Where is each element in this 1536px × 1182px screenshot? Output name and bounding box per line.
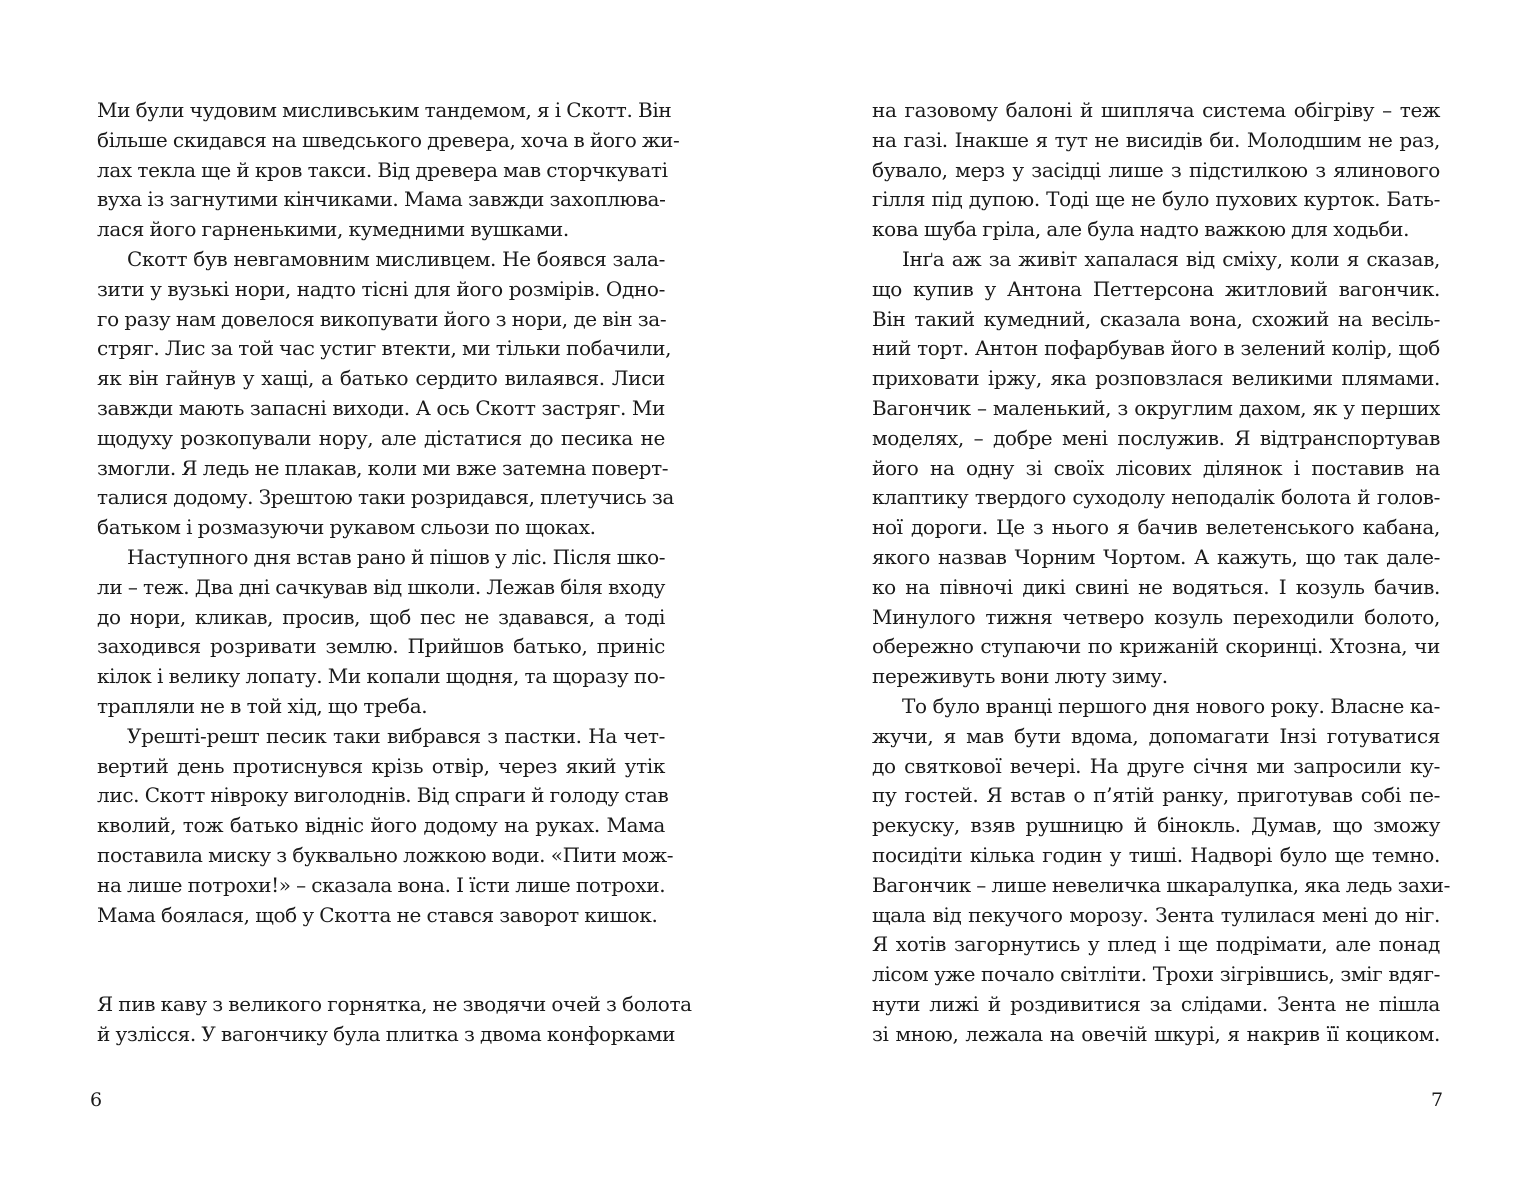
text-line: щодуху розкопували нору, але дістатися до песика не	[97, 425, 665, 450]
page-number-left: 6	[90, 1089, 103, 1111]
text-line: рекуску, взяв рушницю й бінокль. Думав, що зможу	[872, 813, 1440, 838]
text-line: до нори, кликав, просив, щоб пес не здавався, а тоді	[97, 604, 665, 629]
text-line: його на одну зі своїх лісових ділянок і поставив на	[872, 455, 1440, 480]
text-line: вуха із загнутими кінчиками. Мама завжди захоплюва-	[97, 187, 666, 212]
text-line: обережно ступаючи по крижаній скоринці. Хтозна, чи	[872, 634, 1440, 659]
left-page-body	[97, 96, 692, 1050]
text-line: кволий, тож батько відніс його додому на руках. Мама	[97, 813, 665, 838]
text-line: трапляли не в той хід, що треба.	[97, 693, 428, 718]
text-line: клаптику твердого суходолу неподалік болота й голов-	[872, 485, 1440, 510]
text-line: моделях, – добре мені послужив. Я відтранспортував	[872, 425, 1440, 450]
text-line: Я хотів загорнутись у плед і ще подрімати, але понад	[872, 932, 1440, 957]
text-line: ної дороги. Це з нього я бачив велетенського кабана,	[872, 515, 1440, 540]
text-line: Я пив каву з великого горнятка, не зводячи очей з болота	[97, 991, 692, 1016]
text-line: Вагончик – маленький, з округлим дахом, як у перших	[872, 395, 1440, 420]
text-line: й узлісся. У вагончику була плитка з двома конфорками	[97, 1021, 676, 1046]
text-line: лісом уже почало світліти. Трохи зігрівшись, зміг вдяг-	[872, 962, 1440, 987]
text-line: ко на півночі дикі свині не водяться. І козуль бачив.	[872, 574, 1440, 599]
text-line: зі мною, лежала на овечій шкурі, я накрив її коциком.	[872, 1021, 1440, 1046]
text-line: до святкової вечері. На друге січня ми запросили ку-	[872, 753, 1440, 778]
text-line: ний торт. Антон пофарбував його в зелений колір, щоб	[872, 336, 1440, 361]
text-line: Ми були чудовим мисливським тандемом, я і Скотт. Він	[97, 98, 672, 122]
text-line: батьком і розмазуючи рукавом сльози по щоках.	[97, 515, 596, 540]
text-line: кілок і велику лопату. Ми копали щодня, та щоразу по-	[97, 664, 665, 689]
text-line: талися додому. Зрештою таки розридався, плетучись за	[97, 485, 674, 510]
text-line: го разу нам довелося викопувати його з нори, де він за-	[97, 306, 667, 331]
text-line: на лише потрохи!» – сказала вона. І їсти лише потрохи.	[97, 872, 666, 897]
text-line: лах текла ще й кров такси. Від древера мав сторчкуваті	[97, 157, 668, 182]
text-line: нути лижі й роздивитися за слідами. Зента не пішла	[872, 991, 1440, 1016]
text-line: на газовому балоні й шиплячa система обігріву – теж	[872, 98, 1440, 122]
text-line: Скотт був невгамовним мисливцем. Не боявся зала-	[127, 246, 665, 271]
text-line: Мама боялася, щоб у Скотта не стався заворот кишок.	[97, 902, 658, 927]
right-page-body	[872, 96, 1451, 1050]
text-line: кова шуба гріла, але була надто важкою для ходьби.	[872, 217, 1410, 242]
text-line: гілля під дупою. Тоді ще не було пухових курток. Бать-	[872, 187, 1440, 212]
text-line: якого назвав Чорним Чортом. А кажуть, що так дале-	[872, 544, 1440, 569]
text-line: вертий день протиснувся крізь отвір, через який утік	[97, 753, 665, 778]
text-line: як він гайнув у хащі, а батько сердито вилаявся. Лиси	[97, 366, 665, 391]
text-line: ли – теж. Два дні сачкував від школи. Лежав біля входу	[97, 574, 665, 599]
text-line: бувало, мерз у засідці лише з підстилкою з ялинового	[872, 157, 1440, 182]
page-number-right: 7	[1431, 1089, 1444, 1111]
text-line: То було вранці першого дня нового року. Власне ка-	[902, 693, 1440, 718]
text-line: що купив у Антона Петтерсона житловий вагончик.	[872, 276, 1440, 301]
text-line: стряг. Лис за той час устиг втекти, ми тільки побачили,	[97, 336, 672, 361]
text-line: лис. Скотт нівроку виголоднів. Від спраги й голоду став	[97, 783, 669, 808]
text-line: заходився розривати землю. Прийшов батько, приніс	[97, 634, 665, 659]
text-line: Наступного дня встав рано й пішов у ліс. Після шко-	[127, 544, 666, 569]
text-line: на газі. Інакше я тут не висидів би. Молодшим не раз,	[872, 127, 1440, 152]
text-line: жучи, я мав бути вдома, допомагати Інзі готуватися	[872, 723, 1440, 748]
text-line: Минулого тижня четверо козуль переходили болото,	[872, 604, 1440, 629]
text-line: Інґа аж за живіт хапалася від сміху, коли я сказав,	[902, 246, 1440, 271]
text-line: посидіти кілька годин у тиші. Надворі було ще темно.	[872, 842, 1440, 867]
text-line: Урешті-решт песик таки вибрався з пастки. На чет-	[127, 723, 665, 748]
text-line: переживуть вони люту зиму.	[872, 664, 1168, 689]
text-line: зити у вузькі нори, надто тісні для його розмірів. Одно-	[97, 276, 665, 301]
text-line: поставила миску з буквально ложкою води. «Пити мож-	[97, 842, 674, 867]
text-line: приховати іржу, яка розповзлася великими плямами.	[872, 366, 1440, 391]
text-line: пу гостей. Я встав о п’ятій ранку, приготував собі пе-	[872, 783, 1440, 808]
section-break	[97, 930, 665, 990]
text-line: щала від пекучого морозу. Зента тулилася мені до ніг.	[872, 902, 1440, 927]
text-line: лася його гарненькими, кумедними вушками.	[97, 217, 569, 242]
text-line: змогли. Я ледь не плакав, коли ми вже затемна поверт-	[97, 455, 669, 480]
text-line: Вагончик – лише невеличка шкаралупка, яка ледь захи-	[872, 872, 1451, 897]
text-line: більше скидався на шведського древера, хоча в його жи-	[97, 127, 680, 152]
text-line: завжди мають запасні виходи. А ось Скотт застряг. Ми	[97, 395, 665, 420]
text-line: Він такий кумедний, сказала вона, схожий на весіль-	[872, 306, 1440, 331]
